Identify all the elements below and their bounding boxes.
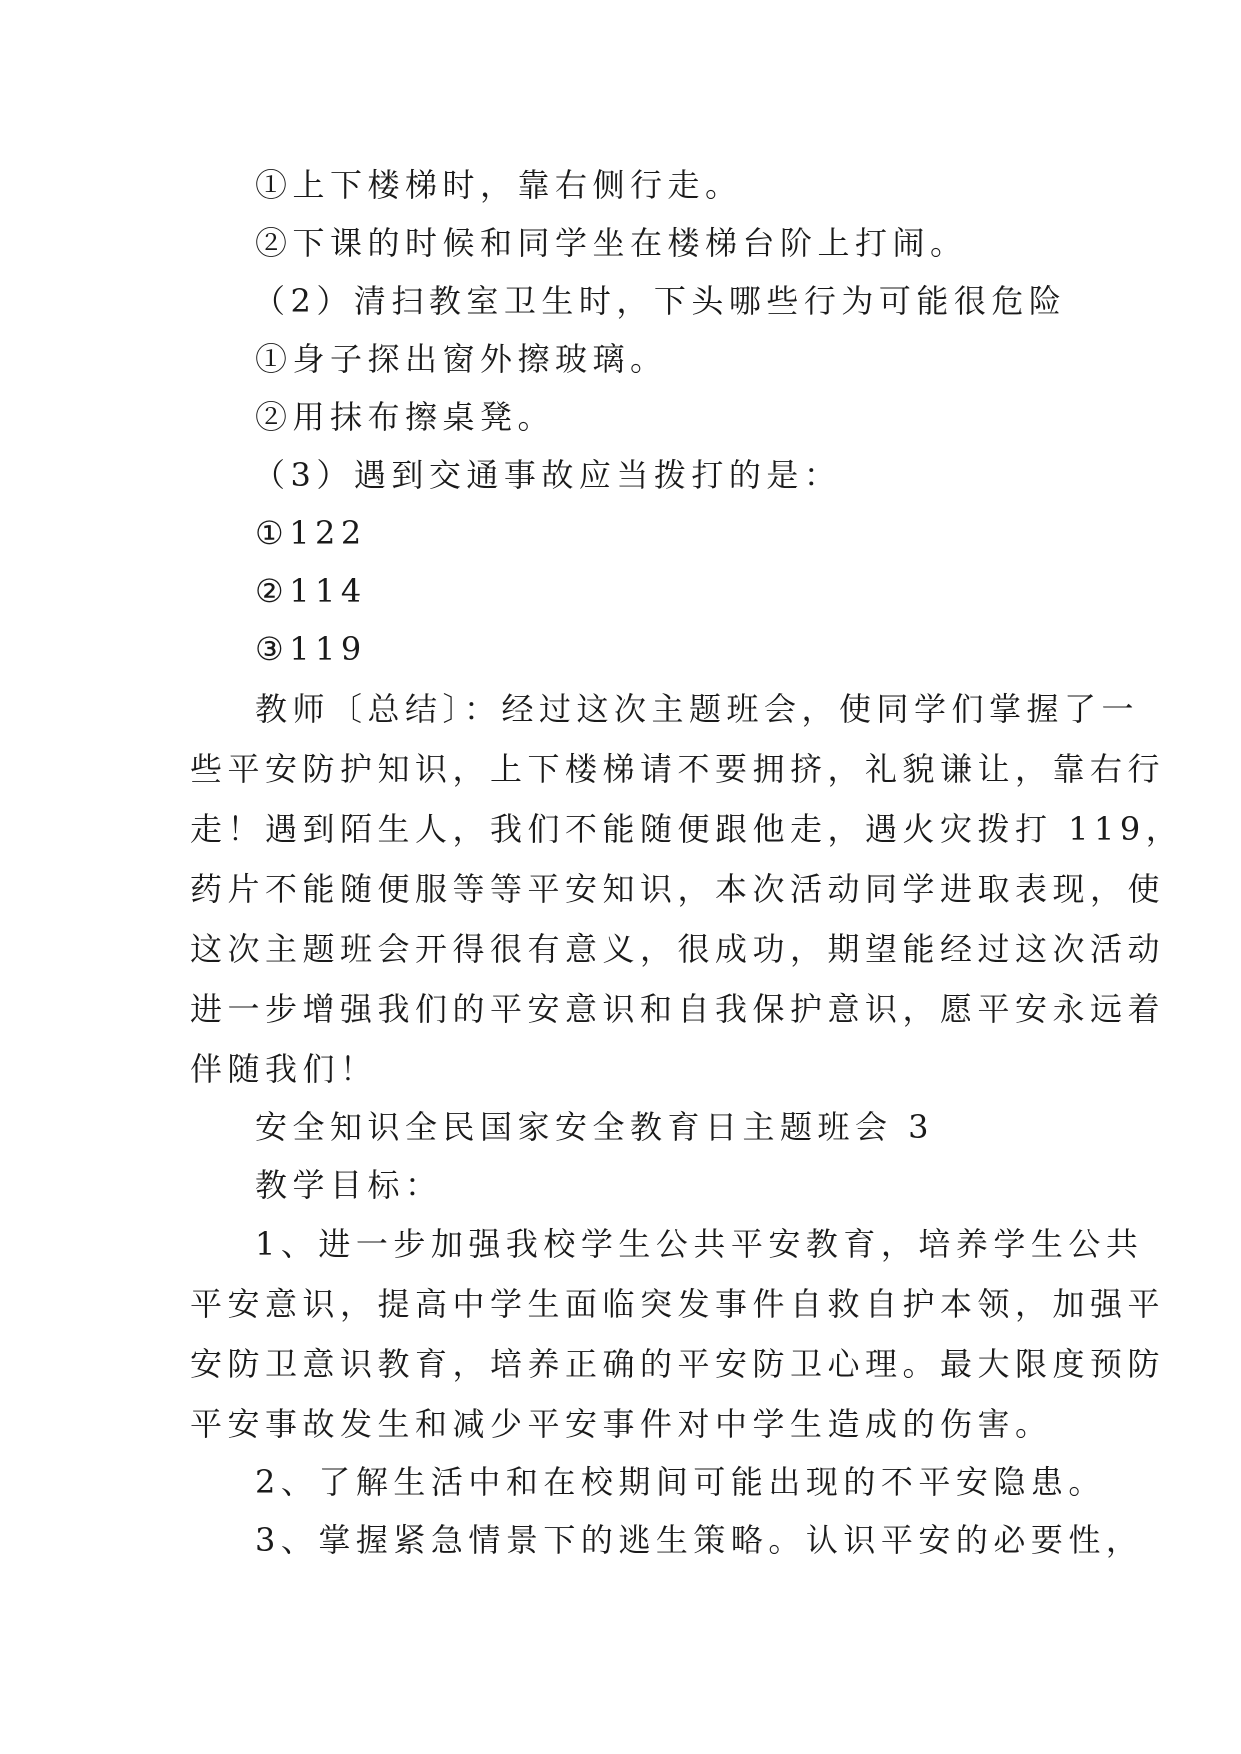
paragraph-line: 进一步增强我们的平安意识和自我保护意识，愿平安永远着 [190, 990, 1166, 1028]
paragraph-line: 3、掌握紧急情景下的逃生策略。认识平安的必要性， [255, 1521, 1144, 1559]
question-line: （3）遇到交通事故应当拨打的是： [253, 456, 842, 494]
section-heading: 安全知识全民国家安全教育日主题班会 3 [255, 1108, 935, 1146]
paragraph-line: 平安意识，提高中学生面临突发事件自救自护本领，加强平 [190, 1285, 1166, 1323]
paragraph-line: 1、进一步加强我校学生公共平安教育，培养学生公共 [255, 1225, 1144, 1263]
paragraph-line: 平安事故发生和减少平安事件对中学生造成的伤害。 [190, 1405, 1053, 1443]
option-line: ①身子探出窗外擦玻璃。 [255, 340, 668, 378]
option-line: ①122 [255, 514, 367, 552]
paragraph-line: 药片不能随便服等等平安知识，本次活动同学进取表现，使 [190, 870, 1166, 908]
paragraph-line: 伴随我们！ [190, 1050, 378, 1088]
option-line: ①上下楼梯时，靠右侧行走。 [255, 166, 743, 204]
paragraph-line: 教师〔总结〕：经过这次主题班会，使同学们掌握了一 [255, 690, 1140, 728]
question-line: （2）清扫教室卫生时，下头哪些行为可能很危险 [253, 282, 1067, 320]
paragraph-line: 2、了解生活中和在校期间可能出现的不平安隐患。 [255, 1463, 1106, 1501]
option-line: ③119 [255, 630, 367, 668]
paragraph-line: 安防卫意识教育，培养正确的平安防卫心理。最大限度预防 [190, 1345, 1166, 1383]
option-line: ②下课的时候和同学坐在楼梯台阶上打闹。 [255, 224, 968, 262]
subheading: 教学目标： [255, 1166, 443, 1204]
paragraph-line: 些平安防护知识，上下楼梯请不要拥挤，礼貌谦让，靠右行 [190, 750, 1166, 788]
paragraph-line: 走！遇到陌生人，我们不能随便跟他走，遇火灾拨打 119， [190, 810, 1184, 848]
option-line: ②用抹布擦桌凳。 [255, 398, 556, 436]
option-line: ②114 [255, 572, 367, 610]
paragraph-line: 这次主题班会开得很有意义，很成功，期望能经过这次活动 [190, 930, 1166, 968]
